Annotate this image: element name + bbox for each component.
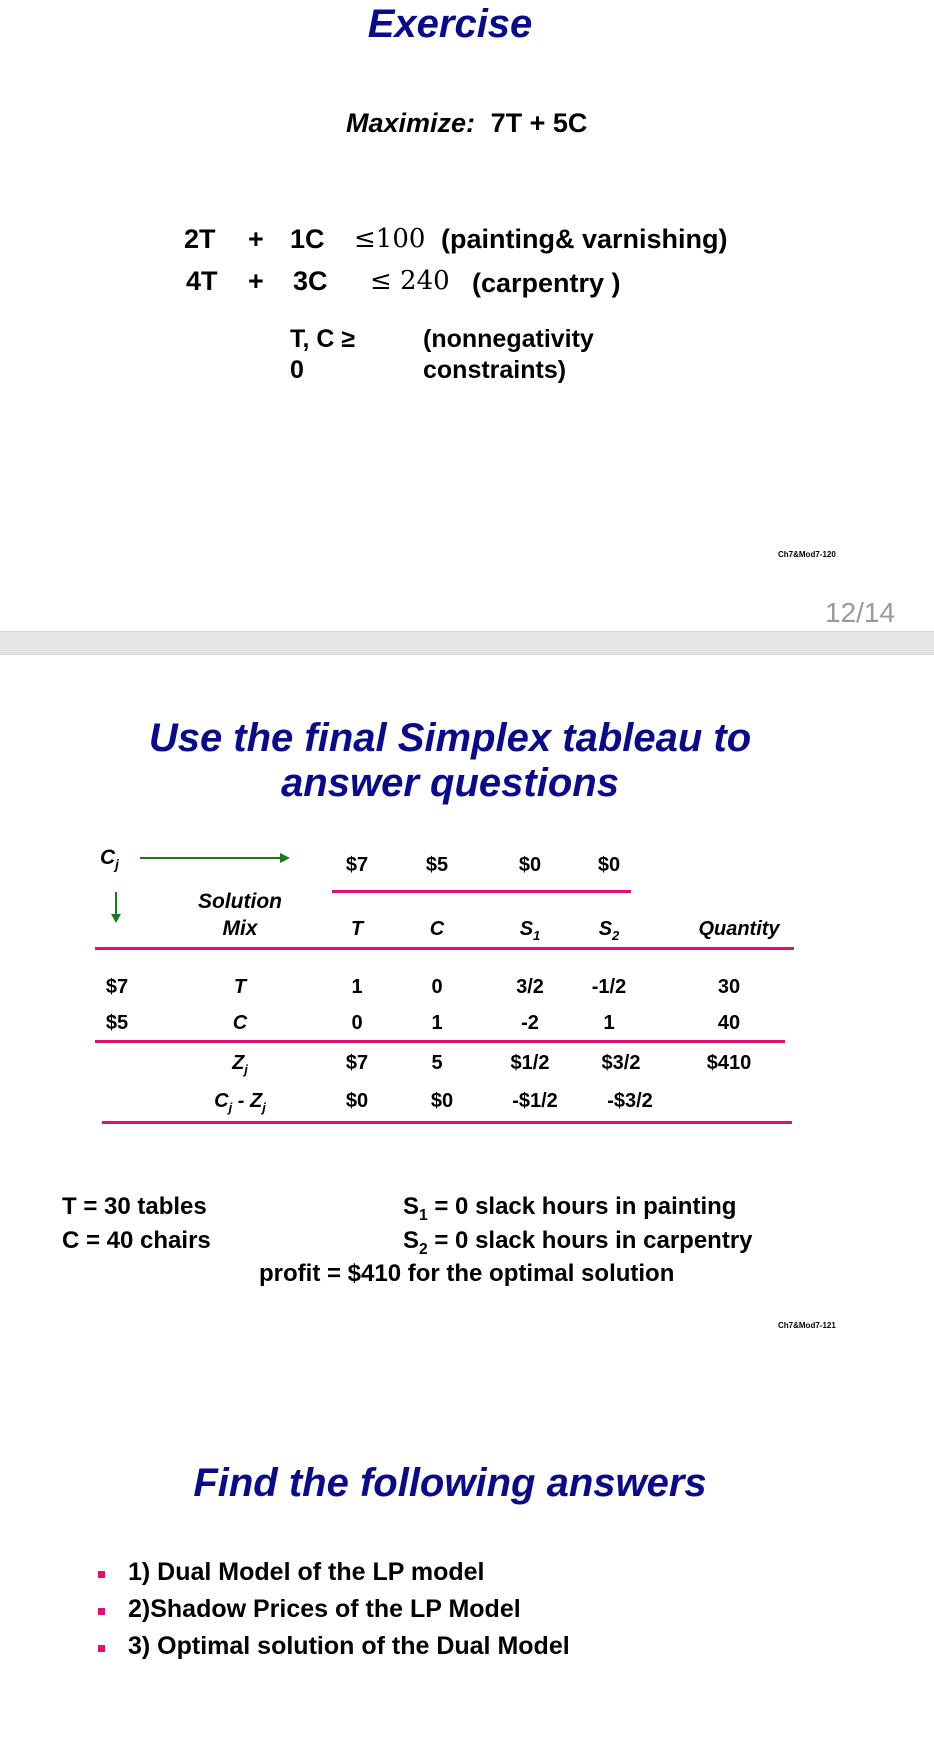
list-item: 3) Optimal solution of the Dual Model (128, 1632, 570, 1660)
slide-title (0, 716, 900, 806)
header-rule (95, 947, 794, 950)
row-cj: $7 (105, 976, 129, 998)
down-arrow-icon (108, 890, 124, 926)
header-s1: $S_1$ (519, 918, 541, 943)
nonneg-label-line-2: constraints) (423, 356, 567, 384)
slide-divider (0, 631, 934, 655)
row-value-s1: 3/2 (516, 976, 544, 998)
row-quantity: 40 (717, 1012, 741, 1034)
zj-value-s2: $3/2 (601, 1052, 641, 1074)
cj-zj-label: $C_j - Z_j$ (214, 1090, 266, 1115)
result-profit: profit = $410 for the optimal solution (259, 1260, 675, 1287)
header-s2: $S_2$ (598, 918, 620, 943)
zj-quantity: $410 (706, 1052, 752, 1074)
row-value-s1: -2 (521, 1012, 539, 1034)
cj-zj-value-s2: -$3/2 (607, 1090, 653, 1112)
zj-value-t: $7 (345, 1052, 369, 1074)
nonneg-line-1: T, C ≥ (290, 325, 356, 353)
page-indicator: 12/14 (825, 597, 896, 628)
cj-rule (332, 890, 631, 893)
header-c: C (429, 918, 445, 940)
cj-value-t: $7 (345, 854, 369, 876)
list-item: 2)Shadow Prices of the LP Model (128, 1595, 521, 1623)
slide-footer: Ch7&Mod7-121 (778, 1321, 836, 1330)
header-t: T (350, 918, 364, 940)
constraint-1-c: 1C (290, 224, 325, 254)
constraint-1-rhs: ≤100 (354, 224, 426, 254)
cj-zj-value-c: $0 (430, 1090, 454, 1112)
row-value-t: 1 (351, 976, 363, 998)
constraint-1-t: 2T (184, 224, 216, 254)
cj-value-c: $5 (425, 854, 449, 876)
solution-mix-header: Solution Mix (198, 890, 282, 940)
objective-expression: 7T + 5C (490, 108, 588, 138)
nonneg-label-line-1: (nonnegativity (423, 325, 594, 353)
constraint-1-label: (painting& varnishing) (441, 224, 728, 254)
zj-value-s1: $1/2 (510, 1052, 550, 1074)
nonneg-variables (290, 324, 355, 386)
row-value-c: 0 (431, 976, 443, 998)
bullet-icon (98, 1571, 105, 1578)
row-value-t: 0 (351, 1012, 363, 1034)
row-cj: $5 (105, 1012, 129, 1034)
row-quantity: 30 (717, 976, 741, 998)
constraint-2-c: 3C (293, 266, 328, 296)
cj-value-s1: $0 (518, 854, 542, 876)
cj-label: $C_j$ (100, 846, 119, 873)
row-value-s2: -1/2 (591, 976, 627, 998)
nonneg-label (423, 324, 594, 386)
row-mix: T (233, 976, 247, 998)
result-s1: $S_1 = 0$ slack hours in painting (403, 1193, 737, 1224)
list-item: 1) Dual Model of the LP model (128, 1558, 485, 1586)
body-rule (95, 1040, 785, 1043)
row-value-c: 1 (431, 1012, 443, 1034)
zj-label: $Z_j$ (232, 1052, 248, 1077)
bullet-icon (98, 1608, 105, 1615)
constraint-1-plus: + (248, 224, 264, 254)
cj-zj-value-t: $0 (345, 1090, 369, 1112)
nonneg-line-2: 0 (290, 356, 304, 384)
cj-zj-value-s1: -$1/2 (512, 1090, 558, 1112)
slide-footer: Ch7&Mod7-120 (778, 550, 836, 559)
objective-function (346, 108, 587, 139)
header-quantity: Quantity (698, 918, 780, 940)
title-line-2: answer questions (281, 761, 619, 805)
zj-value-c: 5 (431, 1052, 443, 1074)
row-value-s2: 1 (603, 1012, 615, 1034)
constraint-2-label: (carpentry ) (472, 268, 621, 298)
objective-label: Maximize: (346, 108, 476, 138)
row-mix: C (232, 1012, 248, 1034)
result-s2: $S_2 = 0$ slack hours in carpentry (403, 1227, 753, 1258)
constraint-2-rhs: ≤ 240 (370, 266, 450, 296)
cj-value-s2: $0 (597, 854, 621, 876)
title-line-1: Use the final Simplex tableau to (148, 716, 752, 760)
right-arrow-icon (138, 848, 293, 868)
constraint-2-plus: + (248, 266, 264, 296)
slide-title: Exercise (367, 2, 533, 46)
footer-rule (102, 1121, 792, 1124)
bullet-icon (98, 1645, 105, 1652)
result-c: C = 40 chairs (62, 1227, 211, 1254)
slide-title: Find the following answers (193, 1461, 707, 1505)
result-t: T = 30 tables (62, 1193, 207, 1220)
constraint-2-t: 4T (186, 266, 218, 296)
